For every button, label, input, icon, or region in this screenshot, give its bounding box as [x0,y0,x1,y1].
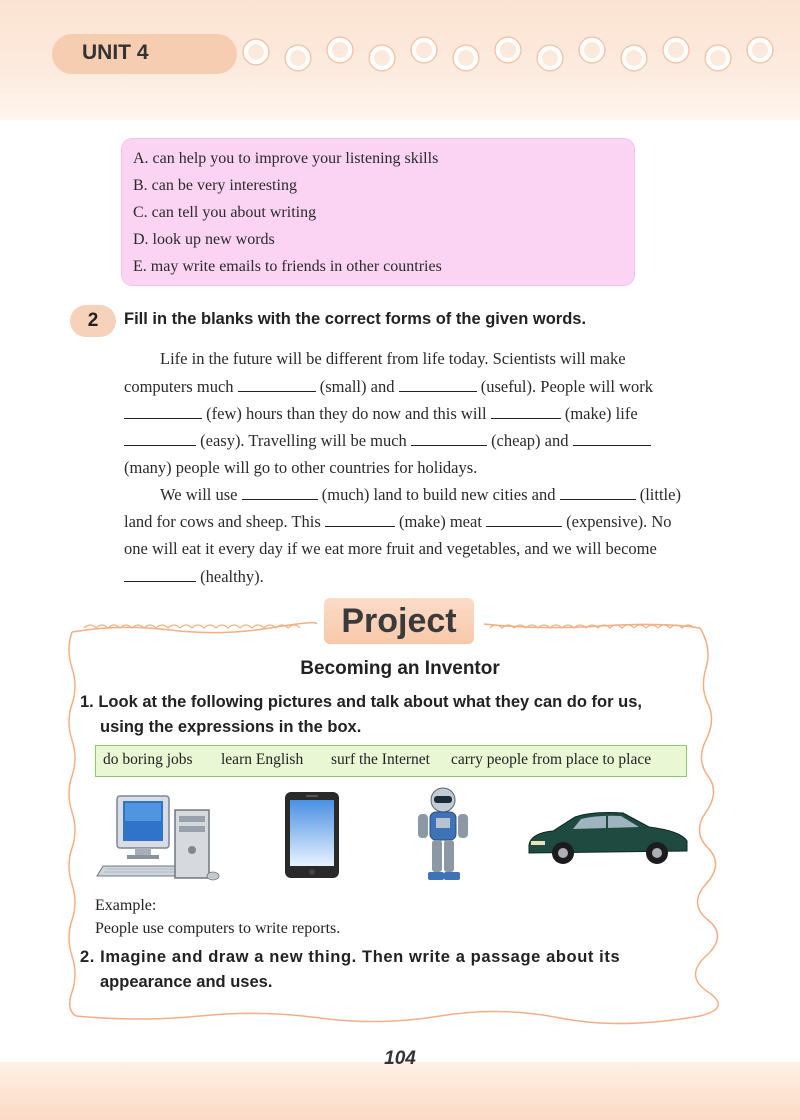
expression-item: carry people from place to place [451,751,652,768]
smartphone-illustration [283,790,341,880]
exercise-number-badge: 2 [70,305,116,337]
example-label: Example: [95,897,157,914]
footer-band [0,1062,800,1120]
option-e: E. may write emails to friends in other countries [133,258,442,275]
passage-line: one will eat it every day if we eat more fruit and vegetables, and we will become [124,539,657,558]
option-d: D. look up new words [133,231,275,248]
text-segment: (cheap) and [491,431,569,450]
expression-item: learn English [221,751,304,768]
example-sentence: People use computers to write reports. [95,920,341,937]
text-segment: (few) hours than they do now and this will [206,404,487,423]
text-segment: (little) [639,485,681,504]
project-item-2-continued: appearance and uses. [100,973,273,991]
project-item-2: 2. Imagine and draw a new thing. Then write a passage about its [80,948,621,966]
option-b: B. can be very interesting [133,177,297,194]
text-segment: (make) meat [399,512,482,531]
text-segment: (useful). People will work [480,377,654,396]
expression-item: do boring jobs [103,751,193,768]
exercise-instruction: Fill in the blanks with the correct forms of the given words. [124,310,587,328]
expression-item: surf the Internet [331,751,430,768]
computer-illustration [95,792,230,884]
text-segment: (small) and [319,377,395,396]
passage-line: Life in the future will be different from life today. Scientists will make [160,349,626,368]
text-segment: (make) life [564,404,638,423]
passage-line: (many) people will go to other countries for holidays. [124,458,478,477]
option-a: A. can help you to improve your listening skills [133,150,439,167]
text-segment: (expensive). No [566,512,672,531]
page-number: 104 [384,1048,416,1069]
unit-label: UNIT 4 [82,41,149,64]
project-subtitle: Becoming an Inventor [300,658,500,679]
option-c: C. can tell you about writing [133,204,317,221]
text-segment: (much) land to build new cities and [321,485,556,504]
project-item-1: 1. Look at the following pictures and talk about what they can do for us, [80,693,642,711]
robot-illustration [412,786,474,884]
project-item-1-continued: using the expressions in the box. [100,718,362,736]
text-segment: We will use [160,485,238,504]
text-segment: land for cows and sheep. This [124,512,321,531]
text-segment: (healthy). [200,567,264,586]
text-segment: computers much [124,377,234,396]
project-title: Project [341,602,457,640]
text-segment: (easy). Travelling will be much [200,431,407,450]
car-illustration [523,805,693,869]
